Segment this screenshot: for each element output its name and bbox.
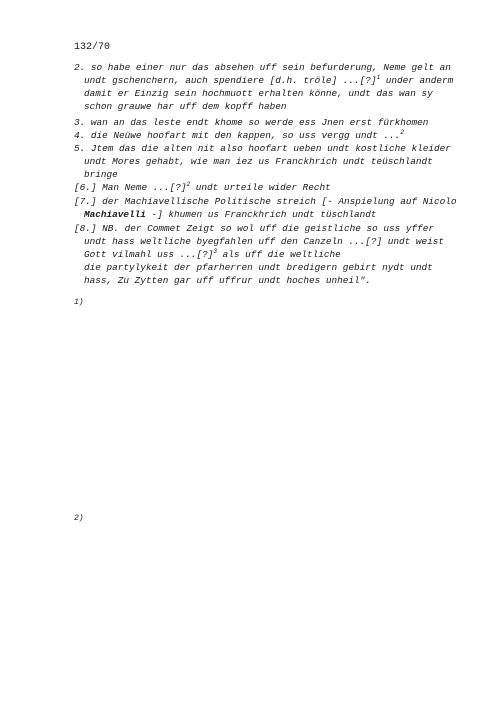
footnote-ref-2: 2: [400, 129, 404, 136]
page-number: 132/70: [74, 42, 111, 53]
list-item-3: [74, 116, 428, 129]
item-8-line-5: hass, Zu Zytten gar uff uffrur undt hoches unheil".: [84, 275, 371, 286]
footnote-ref-3: 3: [213, 248, 218, 255]
item-5-line-1: 5. Jtem das die alten nit also hoofart ueben undt kostliche kleider: [74, 143, 451, 154]
list-item-4: [74, 129, 404, 142]
footnote-1: 1): [74, 298, 84, 307]
item-3-line-1: 3. wan an das leste endt khome so werde ess Jnen erst fürkhomen: [74, 117, 429, 128]
item-2-line-2: undt gschenchern, auch spendiere [d.h. tröle] ...[?]$^1$ under anderm: [84, 74, 454, 86]
item-6-line-1b: undt urteile wider Recht: [190, 182, 331, 193]
item-2-line-3: damit er Einzig sein hochmuott erhalten könne, undt das wan sy: [84, 88, 433, 99]
list-item-6: [74, 181, 331, 194]
list-item-5: [74, 142, 451, 181]
item-8-line-4: die partylykeit der pfarherren undt bredigern gebirt nydt undt: [84, 262, 433, 273]
item-7-line-1: [7.] der Machiavellische Politische streich [- Anspielung auf Nicolo: [74, 196, 457, 207]
item-8-line-3: Gott vilmahl uss ...[?]$^3$ als uff die weltliche: [84, 248, 341, 260]
list-item-8: [74, 222, 444, 287]
item-2-line-1: 2. so habe einer nur das absehen uff sein befurderung, Neme gelt an: [74, 62, 451, 73]
item-6-line-1a: [6.] Man Neme ...[?]: [74, 182, 187, 193]
item-5-line-2: undt Mores gehabt, wie man iez us Franckhrich undt teüschlandt: [84, 156, 433, 167]
footnote-2: 2): [74, 514, 84, 523]
item-8-line-2: undt hass weltliche byegfahlen uff den Canzeln ...[?] undt weist: [84, 236, 445, 247]
list-item-2: [74, 61, 453, 113]
footnote-ref-2b: 2: [186, 181, 191, 188]
item-5-line-3: bringe: [84, 169, 118, 180]
list-item-7: [74, 195, 457, 221]
item-8-line-1: [8.] NB. der Commet Zeigt so wol uff die geistliche so uss yffer: [74, 223, 435, 234]
item-2-line-4: schon grauwe har uff dem kopff haben: [84, 101, 287, 112]
machiavelli-name: Machiavelli: [84, 209, 146, 220]
item-7-line-2: Machiavelli -] khumen us Franckhrich undt tüschlandt: [84, 209, 377, 220]
item-4-line-1: 4. die Neüwe hoofart mit den kappen, so uss vergg undt ...: [74, 130, 401, 141]
footnote-ref-1: 1: [376, 74, 381, 81]
